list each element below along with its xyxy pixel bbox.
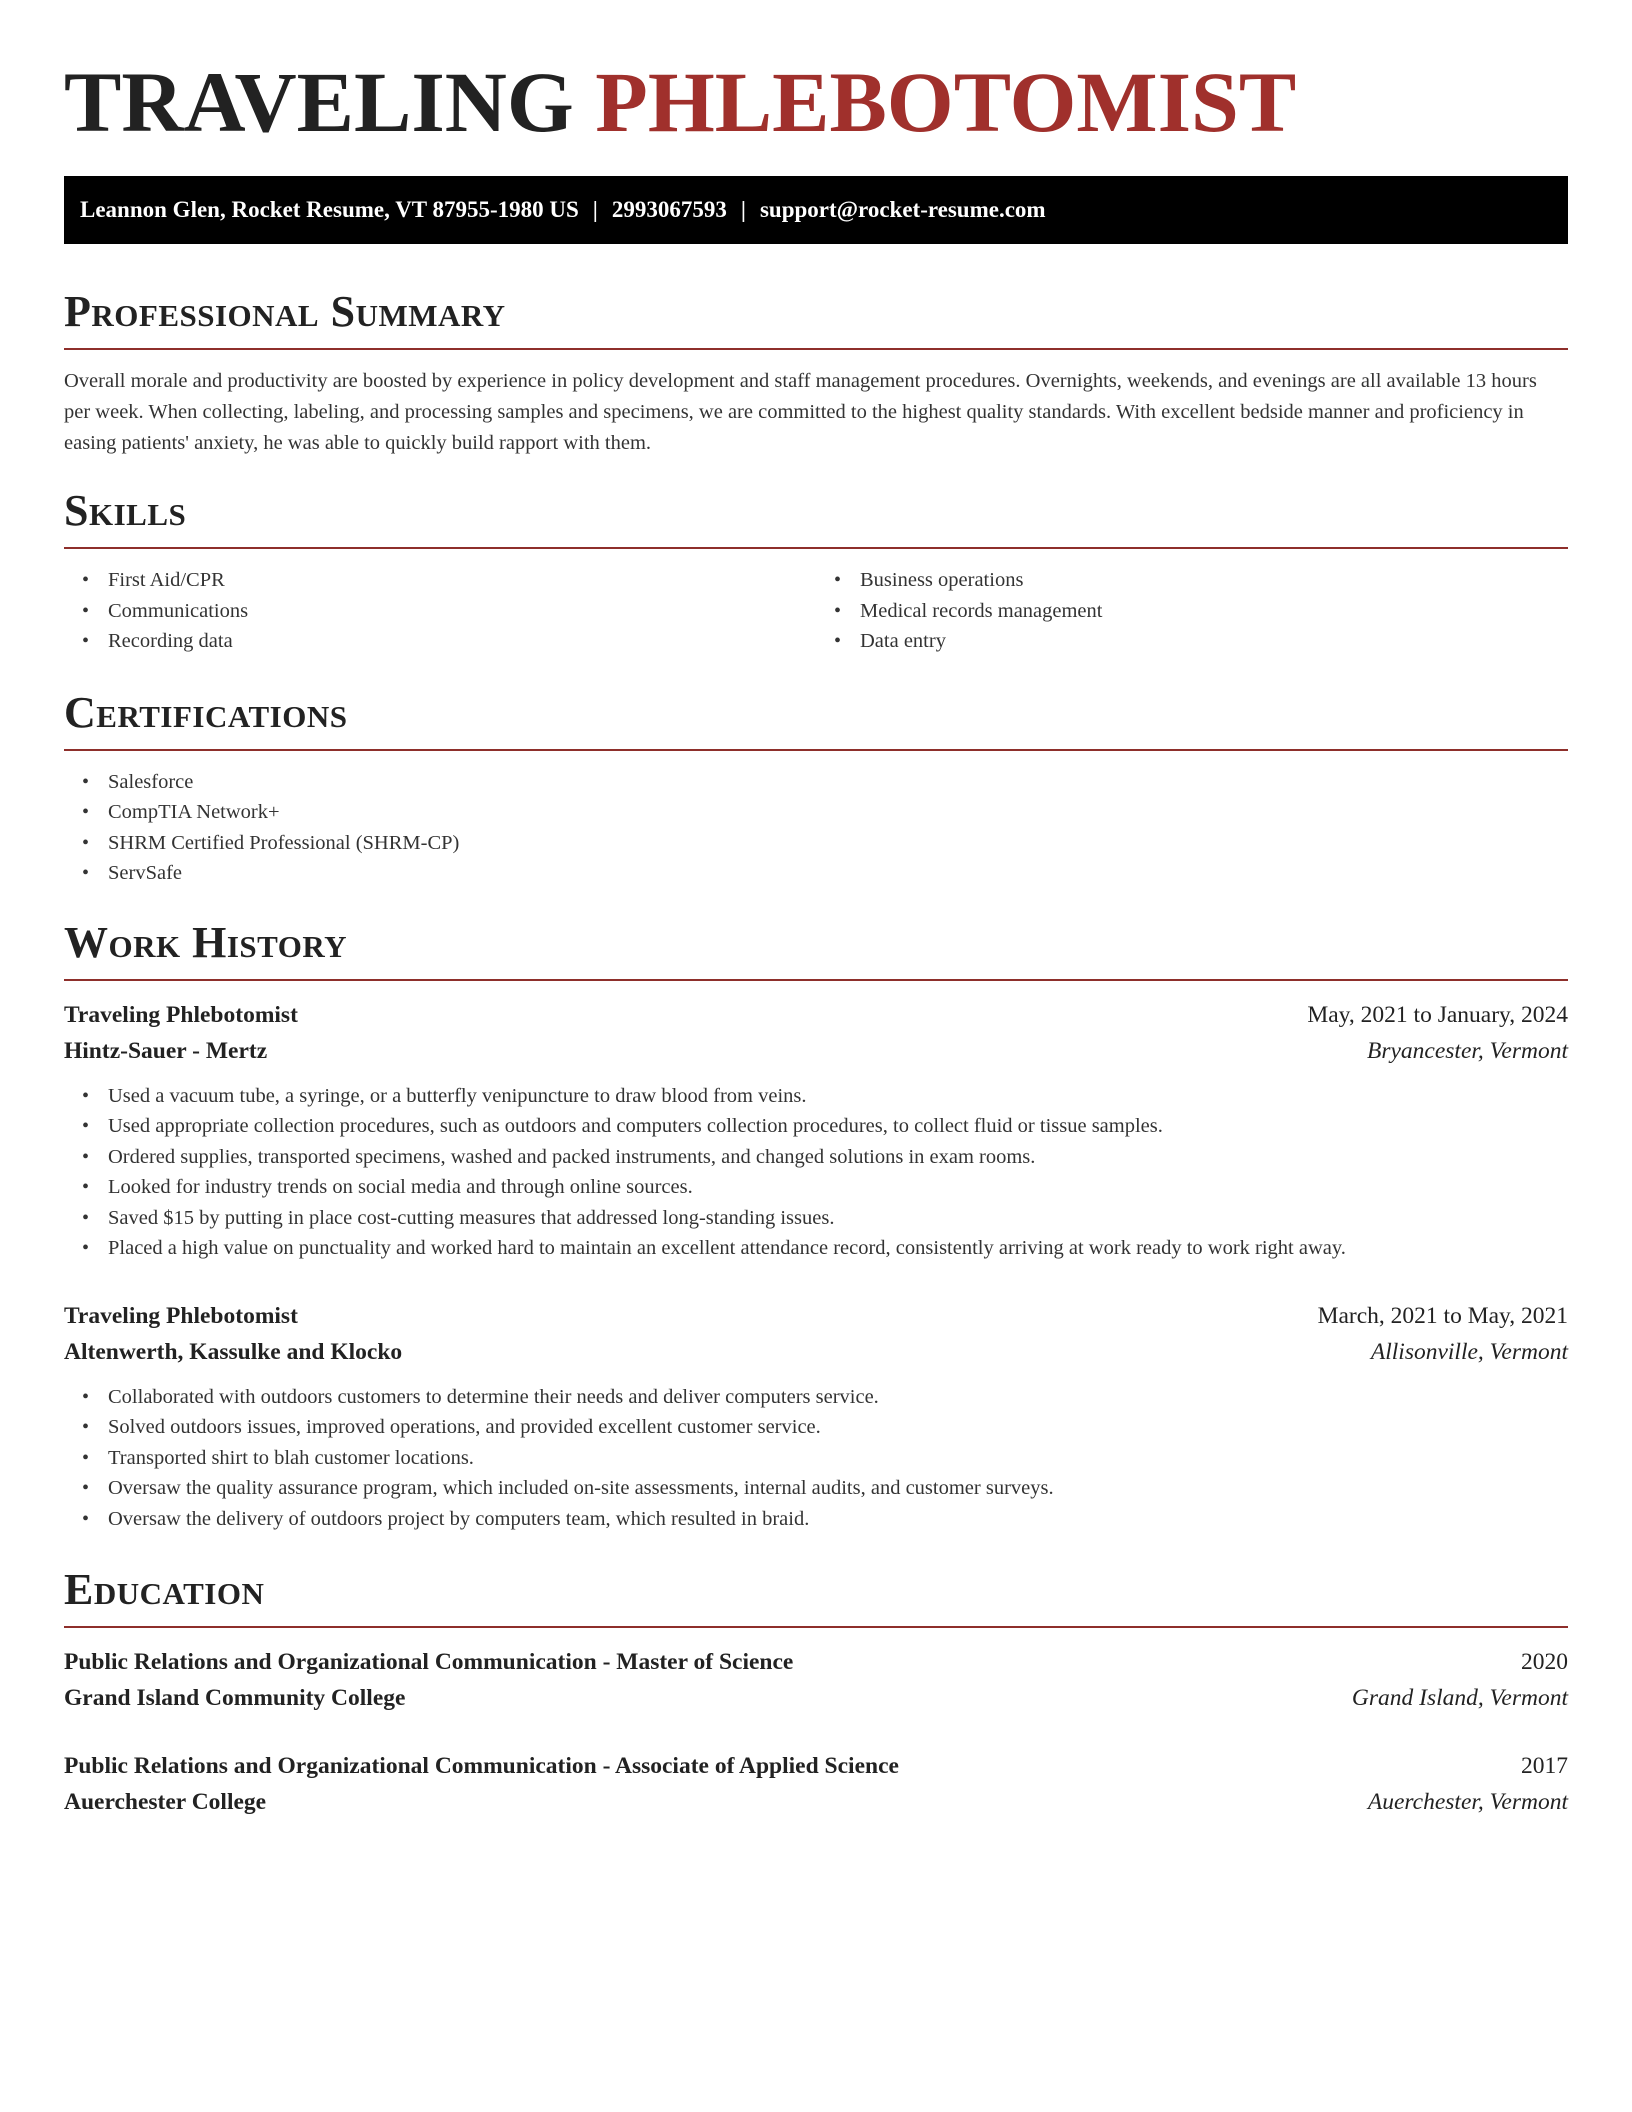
- certifications-heading: Certifications: [64, 687, 348, 737]
- education-entry: [64, 1644, 1568, 1716]
- job-bullet: • Transported shirt to blah customer locations.: [108, 1443, 1568, 1474]
- education-section: [64, 1564, 1568, 1820]
- contact-phone: 2993067593: [611, 197, 727, 222]
- contact-address: Leannon Glen, Rocket Resume, VT 87955-1980 US: [80, 197, 579, 222]
- job-bullet: • Looked for industry trends on social media and through online sources.: [108, 1172, 1568, 1203]
- education-degree: Public Relations and Organizational Communication - Associate of Applied Science: [64, 1753, 899, 1779]
- job-bullet: • Placed a high value on punctuality and worked hard to maintain an excellent attendance record, consistently arriving at work ready to work right away.: [108, 1233, 1568, 1264]
- contact-email: support@rocket-resume.com: [759, 197, 1046, 222]
- certification-item: • SHRM Certified Professional (SHRM-CP): [108, 828, 1568, 859]
- contact-separator: |: [740, 197, 746, 222]
- job-dates: May, 2021 to January, 2024: [1307, 1001, 1568, 1028]
- skills-column-right: [816, 565, 1568, 657]
- skill-item: • Medical records management: [860, 596, 1568, 627]
- summary-text: Overall morale and productivity are boosted by experience in policy development and staff management procedures. Overnights, weekends, and evenings are all available 13 hours per week. When collecting, labeling, and processing samples and specimens, we are committed to the highest quality standards. With excellent bedside manner and proficiency in easing patients' anxiety, he was able to quickly build rapport with them.: [64, 370, 1537, 454]
- job-company: Hintz-Sauer - Mertz: [64, 1037, 268, 1064]
- work-history-section: [64, 917, 1568, 1535]
- job-location: Allisonville, Vermont: [1370, 1338, 1568, 1365]
- skills-section: [64, 485, 1568, 657]
- certifications-section: [64, 687, 1568, 889]
- certification-item: • ServSafe: [108, 858, 1568, 889]
- education-school: Grand Island Community College: [64, 1685, 406, 1711]
- skill-item: • Communications: [108, 596, 816, 627]
- education-degree: Public Relations and Organizational Communication - Master of Science: [64, 1649, 794, 1675]
- job-bullet: • Saved $15 by putting in place cost-cutting measures that addressed long-standing issues.: [108, 1203, 1568, 1234]
- skill-item: • First Aid/CPR: [108, 565, 816, 596]
- job-bullet: • Collaborated with outdoors customers to determine their needs and deliver computers service.: [108, 1382, 1568, 1413]
- work-history-heading: Work History: [64, 917, 348, 967]
- job-bullet: • Oversaw the quality assurance program, which included on-site assessments, internal audits, and customer surveys.: [108, 1473, 1568, 1504]
- job-bullet: • Oversaw the delivery of outdoors project by computers team, which resulted in braid.: [108, 1504, 1568, 1535]
- skill-item: • Business operations: [860, 565, 1568, 596]
- job-bullet: • Used appropriate collection procedures, such as outdoors and computers collection procedures, to collect fluid or tissue samples.: [108, 1111, 1568, 1142]
- summary-heading: Professional Summary: [64, 287, 506, 336]
- education-location: Auerchester, Vermont: [1367, 1789, 1568, 1815]
- certification-item: • Salesforce: [108, 767, 1568, 798]
- section-divider: [64, 979, 1568, 981]
- section-divider: [64, 547, 1568, 549]
- job-entry: [64, 1298, 1568, 1535]
- education-heading: Education: [64, 1565, 265, 1614]
- job-bullet: • Ordered supplies, transported specimens, washed and packed instruments, and changed solutions in exam rooms.: [108, 1142, 1568, 1173]
- education-location: Grand Island, Vermont: [1351, 1685, 1568, 1711]
- skills-column-left: [64, 565, 816, 657]
- education-school: Auerchester College: [64, 1789, 267, 1815]
- job-bullet: • Solved outdoors issues, improved operations, and provided excellent customer service.: [108, 1412, 1568, 1443]
- section-divider: [64, 749, 1568, 751]
- job-title: Traveling Phlebotomist: [64, 1001, 298, 1028]
- contact-separator: |: [592, 197, 598, 222]
- resume-title: [64, 52, 1568, 156]
- job-title: Traveling Phlebotomist: [64, 1302, 298, 1329]
- skill-item: • Recording data: [108, 626, 816, 657]
- section-divider: [64, 1626, 1568, 1628]
- summary-section: [64, 286, 1568, 459]
- skill-item: • Data entry: [860, 626, 1568, 657]
- education-entry: [64, 1748, 1568, 1820]
- certification-item: • CompTIA Network+: [108, 797, 1568, 828]
- skills-grid: [64, 565, 1568, 657]
- job-entry: [64, 997, 1568, 1264]
- section-divider: [64, 348, 1568, 350]
- job-company: Altenwerth, Kassulke and Klocko: [64, 1338, 403, 1365]
- title-first-word: TRAVELING: [64, 54, 574, 150]
- job-bullet: • Used a vacuum tube, a syringe, or a butterfly venipuncture to draw blood from veins.: [108, 1081, 1568, 1112]
- education-year: 2017: [1521, 1753, 1568, 1779]
- skills-heading: Skills: [64, 486, 187, 535]
- education-year: 2020: [1521, 1649, 1568, 1675]
- job-location: Bryancester, Vermont: [1366, 1037, 1568, 1064]
- title-second-word: PHLEBOTOMIST: [595, 54, 1297, 150]
- job-dates: March, 2021 to May, 2021: [1317, 1302, 1568, 1329]
- contact-bar: [64, 176, 1568, 244]
